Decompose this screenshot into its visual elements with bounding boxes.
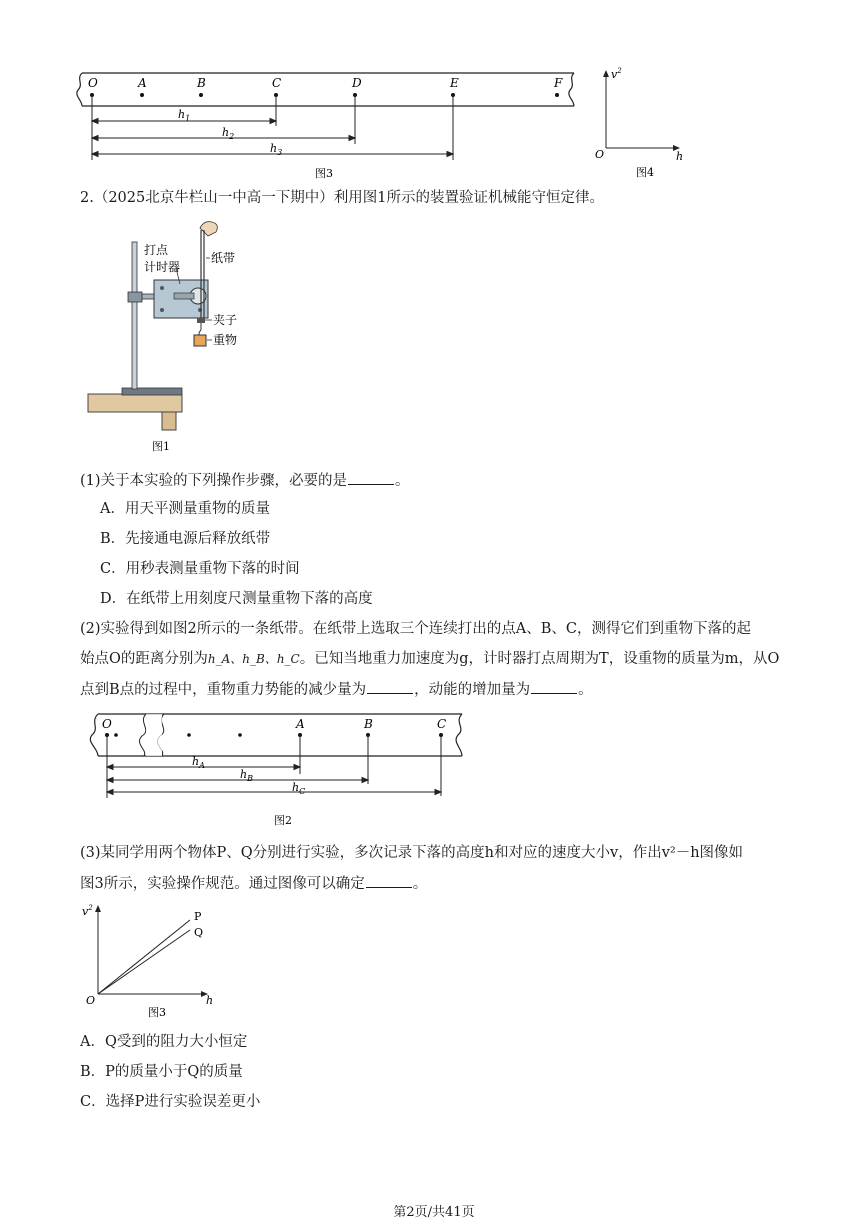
- tape-label-e: E: [450, 76, 459, 90]
- tape-label-c: C: [272, 76, 282, 90]
- svg-text:hA: [192, 755, 205, 770]
- answer-blank-2[interactable]: [367, 679, 413, 694]
- answer-blank-1[interactable]: [348, 470, 394, 485]
- fig1-caption: 图1: [152, 440, 170, 453]
- fig3-graph: [80, 900, 230, 1024]
- line-p: [98, 920, 190, 994]
- tape-label-b: B: [197, 76, 206, 90]
- tape-label-a: A: [138, 76, 147, 90]
- fig2-hc-sub: C: [299, 787, 306, 796]
- svg-text:v2: [611, 67, 622, 81]
- q2-p1-option-a[interactable]: A．用天平测量重物的质量: [100, 501, 270, 517]
- answer-blank-3[interactable]: [531, 679, 577, 694]
- fig2-hc: h: [292, 781, 300, 794]
- q2-title: 2.（2025北京牛栏山一中高一下期中）利用图1所示的装置验证机械能守恒定律。: [80, 190, 604, 206]
- fig4-origin: O: [595, 148, 605, 161]
- q2-p2-line3: 点到B点的过程中，重物重力势能的减少量为 ，动能的增加量为 。: [80, 679, 593, 700]
- q2-p1-option-b[interactable]: B．先接通电源后释放纸带: [100, 531, 271, 547]
- h1-sub: 1: [185, 114, 191, 123]
- q2-p1-option-c[interactable]: C．用秒表测量重物下落的时间: [100, 561, 300, 577]
- label-tape: 纸带: [211, 251, 236, 265]
- fig3-y-sup: 2: [88, 904, 93, 912]
- fig2-hb: h: [240, 768, 248, 781]
- fig1-apparatus: [84, 214, 254, 458]
- fig2-label-b: B: [364, 717, 373, 731]
- h1-label: h: [178, 108, 186, 121]
- tape-label-d: D: [352, 76, 362, 90]
- fig3-line-q-label: Q: [194, 926, 204, 939]
- label-timer-2: 计时器: [144, 260, 181, 274]
- label-timer-1: 打点: [144, 243, 169, 257]
- fig2-hb-sub: B: [247, 774, 253, 783]
- h2-label: h: [222, 126, 230, 139]
- svg-text:v2: [82, 904, 93, 918]
- q2-p3-line1: (3)某同学用两个物体P、Q分别进行实验，多次记录下落的高度h和对应的速度大小v，作出v²－h图像如: [80, 845, 744, 861]
- q2-p3-option-c[interactable]: C．选择P进行实验误差更小: [80, 1094, 261, 1110]
- h3-sub: 3: [277, 148, 283, 157]
- q2-p1-stem: (1)关于本实验的下列操作步骤，必要的是 。: [80, 470, 410, 491]
- fig3-caption: 图3: [148, 1006, 166, 1019]
- label-weight: 重物: [213, 333, 238, 347]
- fig4-y-label: v: [611, 68, 618, 81]
- fig4-y-sup: 2: [617, 67, 622, 75]
- line-q: [98, 930, 190, 994]
- q2-p3-option-b[interactable]: B．P的质量小于Q的质量: [80, 1064, 243, 1080]
- page-footer: 第2页/共41页: [393, 1205, 475, 1220]
- label-clip: 夹子: [213, 313, 238, 327]
- fig3-x-label: h: [206, 994, 214, 1007]
- fig2-label-c: C: [437, 717, 447, 731]
- fig2-ha-sub: A: [199, 761, 205, 770]
- svg-text:hC: [292, 781, 305, 796]
- h-vars: h_A、h_B、h_C: [207, 652, 300, 666]
- fig4-axes: [592, 64, 688, 182]
- q2-p2-line1: (2)实验得到如图2所示的一条纸带。在纸带上选取三个连续打出的点A、B、C，测得它们到重物下落的起: [80, 621, 751, 637]
- answer-blank-4[interactable]: [366, 873, 412, 888]
- fig3-top-caption: 图3: [315, 167, 333, 180]
- q2-p3-line2: 图3所示，实验操作规范。通过图像可以确定 。: [80, 873, 427, 894]
- fig2-label-o: O: [102, 717, 112, 731]
- svg-text:h2: [222, 126, 234, 141]
- top-tape-figure: [70, 66, 590, 182]
- fig3-y-label: v: [82, 905, 89, 918]
- fig2-tape: [80, 708, 480, 832]
- fig2-caption: 图2: [274, 814, 292, 827]
- fig3-origin: O: [86, 994, 96, 1007]
- h3-label: h: [270, 142, 278, 155]
- svg-text:hB: [240, 768, 253, 783]
- tape-label-f: F: [554, 76, 563, 90]
- fig2-label-a: A: [296, 717, 305, 731]
- tape-point-labels: [88, 76, 563, 90]
- tape-label-o: O: [88, 76, 98, 90]
- svg-text:h3: [270, 142, 282, 157]
- q2-p3-option-a[interactable]: A．Q受到的阻力大小恒定: [80, 1034, 248, 1050]
- q2-p2-line2: 始点O的距离分别为h_A、h_B、h_C。已知当地重力加速度为g，计时器打点周期为T，设重物的质量为m，从O: [80, 651, 780, 667]
- fig2-ha: h: [192, 755, 200, 768]
- q2-p1-option-d[interactable]: D．在纸带上用刻度尺测量重物下落的高度: [100, 591, 373, 607]
- fig4-x-label: h: [676, 150, 684, 163]
- svg-text:h1: [178, 108, 190, 123]
- h2-sub: 2: [229, 132, 235, 141]
- fig4-caption: 图4: [636, 166, 654, 179]
- fig3-line-p-label: P: [194, 910, 202, 923]
